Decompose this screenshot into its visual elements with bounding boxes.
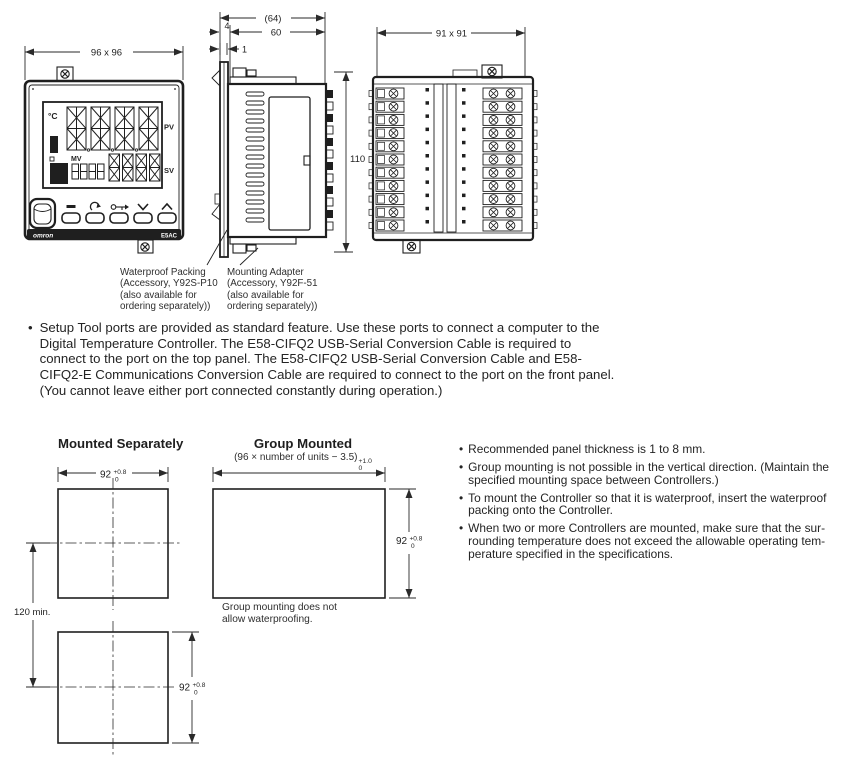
note-text bbox=[468, 522, 825, 560]
sv-digit bbox=[123, 154, 134, 181]
text-line: rounding temperature does not exceed the allowable operating tem- bbox=[468, 534, 826, 549]
text-line: perature specified in the specifications. bbox=[468, 546, 674, 561]
front-key bbox=[62, 213, 80, 223]
text-line: (also available for bbox=[120, 289, 197, 301]
sv-digit bbox=[136, 154, 147, 181]
tolerance-plus: +0.8 bbox=[113, 469, 127, 476]
rear-view-drawing bbox=[369, 27, 537, 253]
front-dim-label: 96 x 96 bbox=[90, 47, 123, 59]
text-line: Setup Tool ports are provided as standard feature. Use these ports to connect a computer to the bbox=[39, 320, 600, 335]
mv-digit bbox=[81, 164, 88, 179]
mv-label: MV bbox=[71, 156, 82, 163]
pv-label: PV bbox=[164, 122, 175, 132]
text-line: specified mounting space between Controllers.) bbox=[468, 472, 719, 487]
bullet: • bbox=[459, 521, 464, 536]
model-label: E5AC bbox=[160, 233, 177, 240]
level-key-icon bbox=[67, 205, 76, 208]
mounting-adapter-label bbox=[227, 267, 318, 312]
mv-digit bbox=[72, 164, 79, 179]
text-line: To mount the Controller so that it is waterproof, insert the waterproof bbox=[468, 490, 827, 505]
rear-right-terminals bbox=[483, 88, 537, 231]
text-line: allow waterproofing. bbox=[222, 614, 313, 626]
side-dim-bezel: 4 bbox=[224, 21, 230, 31]
setup-tool-note bbox=[28, 320, 614, 399]
tolerance-plus: +1.0 bbox=[358, 458, 372, 465]
bullet: • bbox=[28, 320, 33, 335]
note-text bbox=[468, 443, 705, 456]
text-line: ordering separately)) bbox=[227, 300, 318, 312]
text-line: connect to the port on the top panel. The E58-CIFQ2 USB-Serial Conversion Cable and E58- bbox=[39, 351, 582, 367]
tolerance-minus: 0 bbox=[358, 464, 363, 472]
side-dim-height: 110 bbox=[350, 154, 366, 165]
status-indicator-block bbox=[50, 163, 68, 184]
bullet: • bbox=[459, 490, 464, 505]
note-item bbox=[459, 461, 854, 486]
note-text bbox=[468, 492, 826, 517]
tolerance-plus: +0.8 bbox=[409, 535, 423, 543]
cutout-rect-group bbox=[213, 489, 385, 598]
side-vents bbox=[246, 92, 264, 222]
text-line: Group mounting is not possible in the vertical direction. (Maintain the bbox=[468, 460, 830, 475]
mv-digit bbox=[89, 164, 96, 179]
text-line: Waterproof Packing bbox=[120, 267, 206, 278]
temp-unit-indicator: °C bbox=[48, 111, 58, 121]
note-item bbox=[459, 492, 854, 517]
screw-icon bbox=[407, 242, 415, 250]
rear-center-slots bbox=[426, 84, 466, 232]
text-line: Mounting Adapter bbox=[227, 267, 304, 278]
pv-digit bbox=[67, 107, 86, 150]
shift-key-icon bbox=[111, 205, 129, 211]
separate-cutout-drawing bbox=[12, 467, 213, 755]
waterproof-packing-wedge bbox=[212, 70, 220, 86]
text-line: ordering separately)) bbox=[120, 300, 211, 312]
tolerance-minus: 0 bbox=[411, 543, 415, 550]
mounted-separately-title: Mounted Separately bbox=[58, 436, 184, 451]
side-view-drawing bbox=[207, 12, 365, 265]
screw-icon bbox=[141, 243, 149, 251]
bar-indicator bbox=[50, 136, 58, 153]
sv-digit bbox=[150, 154, 161, 181]
rear-left-terminals bbox=[369, 88, 404, 231]
front-key bbox=[134, 213, 152, 223]
text-line: (Accessory, Y92S-P10 bbox=[120, 278, 218, 290]
text-line: Group mounting does not bbox=[222, 602, 337, 613]
mode-key-icon bbox=[90, 202, 101, 210]
text-line: (Accessory, Y92F-51 bbox=[227, 278, 318, 290]
pv-digit bbox=[91, 107, 110, 150]
waterproof-packing-label bbox=[120, 267, 218, 312]
text-line: (also available for bbox=[227, 289, 304, 301]
vertical-spacing-label: 120 min. bbox=[14, 607, 51, 618]
bullet: • bbox=[459, 460, 464, 475]
tolerance-plus: +0.8 bbox=[192, 682, 206, 689]
setup-tool-note-text bbox=[40, 320, 615, 399]
mounting-notes-list bbox=[459, 443, 854, 566]
brand-logo: omron bbox=[33, 232, 54, 240]
side-dim-overall: (64) bbox=[264, 13, 282, 25]
pv-digit bbox=[139, 107, 158, 150]
group-mounted-title: Group Mounted bbox=[253, 436, 353, 451]
formula-text: (96 × number of units − 3.5) bbox=[234, 452, 358, 463]
tolerance-minus: 0 bbox=[115, 476, 119, 484]
up-key-icon bbox=[162, 204, 172, 210]
text-line: Digital Temperature Controller. The E58-CIFQ2 USB-Serial Conversion Cable is required to bbox=[39, 335, 572, 351]
sv-label: SV bbox=[164, 166, 175, 175]
side-dim-depth: 60 bbox=[270, 27, 282, 39]
front-key bbox=[86, 213, 104, 223]
text-line: (You cannot leave either port connected constantly during operation.) bbox=[39, 382, 443, 398]
down-key-icon bbox=[138, 204, 148, 210]
separate-width-value: 92 bbox=[100, 469, 112, 481]
side-body bbox=[228, 84, 326, 237]
tolerance-minus: 0 bbox=[194, 689, 198, 697]
group-height-value: 92 bbox=[396, 536, 408, 547]
front-view-drawing bbox=[25, 46, 183, 253]
note-item bbox=[459, 443, 854, 456]
group-cutout-drawing bbox=[213, 464, 435, 598]
text-line: Recommended panel thickness is 1 to 8 mm. bbox=[468, 442, 706, 456]
group-mounting-caption bbox=[222, 602, 337, 627]
sv-digit bbox=[109, 154, 120, 181]
text-line: packing onto the Controller. bbox=[468, 503, 613, 518]
mounting-adapter-wedge bbox=[212, 204, 220, 220]
text-line: When two or more Controllers are mounted, make sure that the sur- bbox=[468, 521, 826, 536]
screw-icon bbox=[488, 67, 496, 75]
separate-height-value: 92 bbox=[179, 682, 191, 694]
pv-digit bbox=[115, 107, 134, 150]
side-dim-panel-gap: 1 bbox=[242, 44, 248, 55]
bullet: • bbox=[459, 442, 464, 456]
front-key bbox=[110, 213, 128, 223]
rear-dim-label: 91 x 91 bbox=[435, 28, 468, 40]
screw-icon bbox=[61, 70, 69, 78]
front-key-icons bbox=[67, 202, 173, 210]
note-item bbox=[459, 522, 854, 560]
mv-digit bbox=[98, 164, 105, 179]
note-text bbox=[468, 461, 829, 486]
text-line: CIFQ2-E Communications Conversion Cable are required to connect to the port on the front panel. bbox=[39, 367, 615, 383]
front-key bbox=[158, 213, 176, 223]
